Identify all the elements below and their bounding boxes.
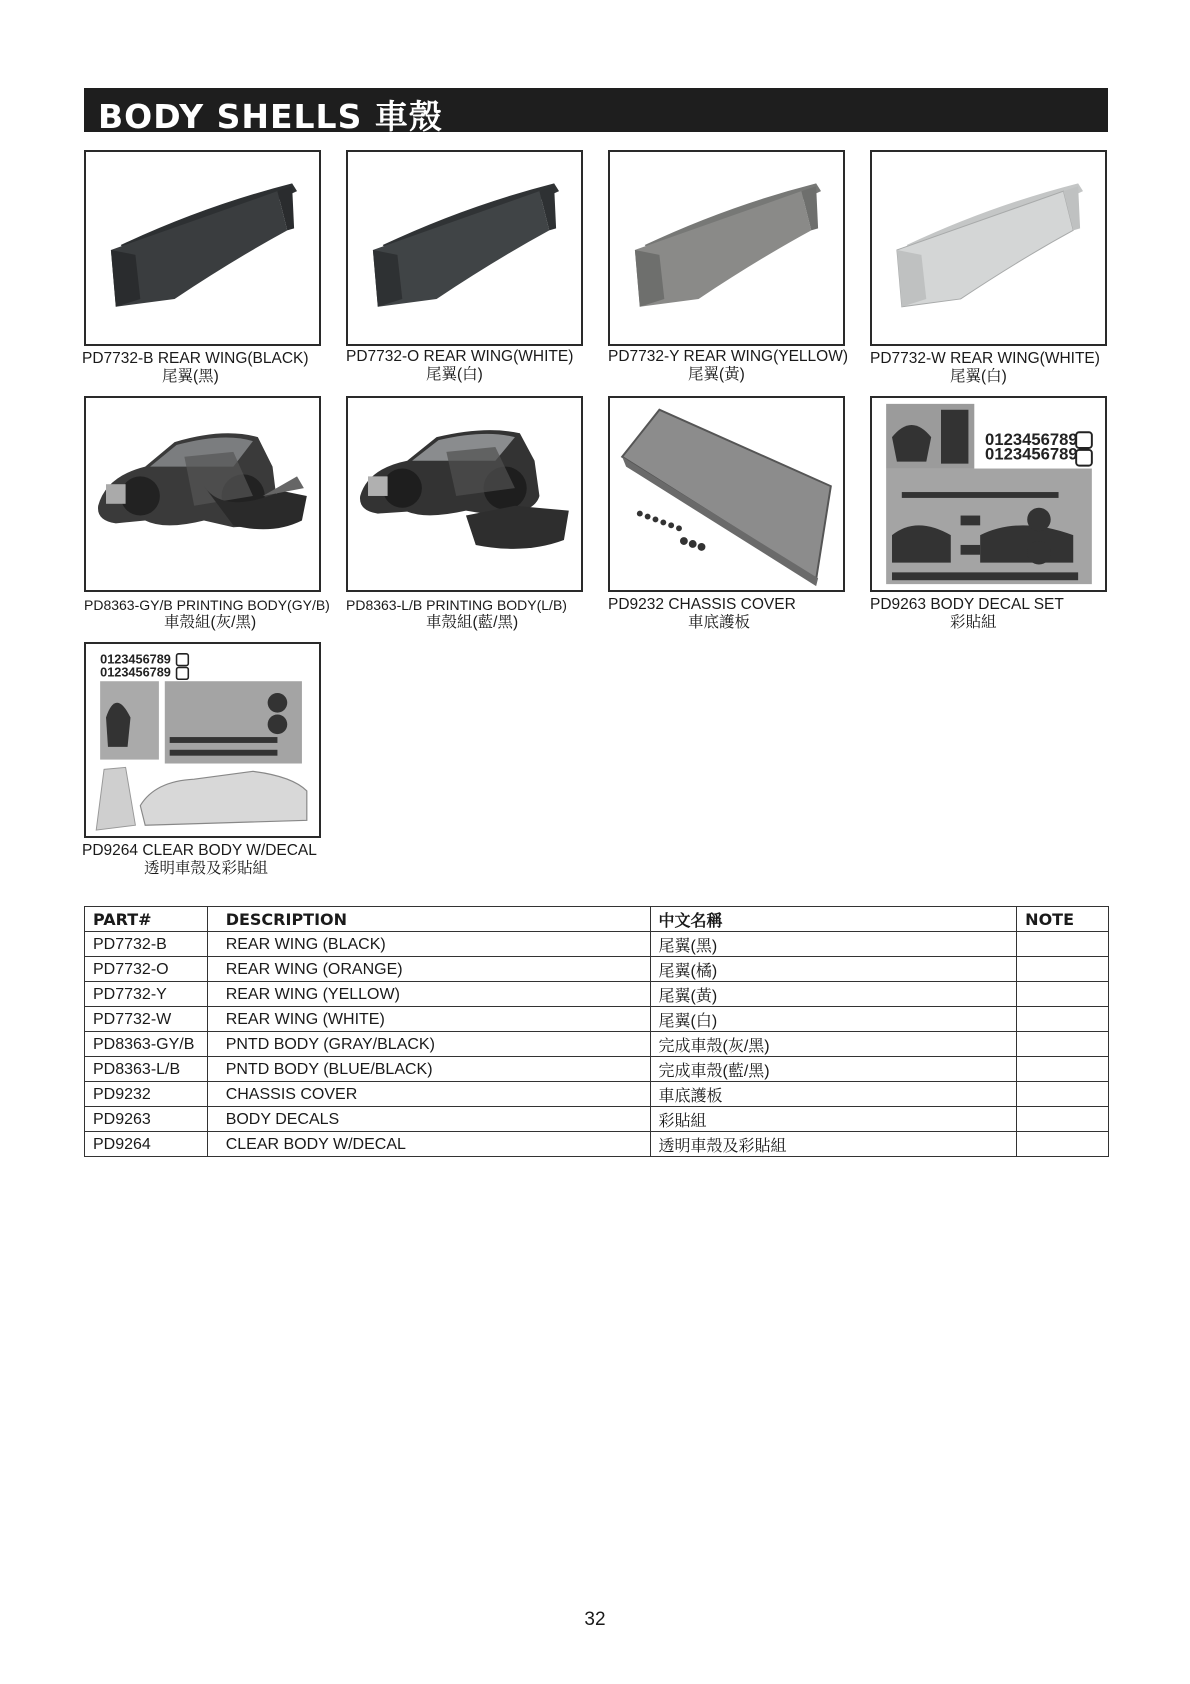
printing-body-gray-black-image bbox=[84, 396, 321, 592]
decal-numbers: 0123456789 bbox=[985, 430, 1078, 450]
table-cell: 完成車殼(灰/黑) bbox=[650, 1032, 1017, 1057]
table-cell bbox=[1017, 1132, 1109, 1157]
decal-numbers: 0123456789 bbox=[100, 664, 171, 680]
decal-numbers: 0123456789 bbox=[985, 444, 1078, 464]
table-row bbox=[85, 957, 1109, 982]
table-cell bbox=[1017, 1057, 1109, 1082]
table-cell: REAR WING (ORANGE) bbox=[207, 957, 650, 982]
table-cell: REAR WING (YELLOW) bbox=[207, 982, 650, 1007]
table-row bbox=[85, 1132, 1109, 1157]
table-cell: PD7732-O bbox=[85, 957, 208, 982]
table-cell: 車底護板 bbox=[650, 1082, 1017, 1107]
table-cell bbox=[1017, 1107, 1109, 1132]
table-cell: PD7732-Y bbox=[85, 982, 208, 1007]
table-cell: PNTD BODY (GRAY/BLACK) bbox=[207, 1032, 650, 1057]
rear-wing-black-image bbox=[84, 150, 321, 346]
table-row bbox=[85, 1057, 1109, 1082]
table-cell bbox=[1017, 1007, 1109, 1032]
table-cell: CHASSIS COVER bbox=[207, 1082, 650, 1107]
chassis-cover-image bbox=[608, 396, 845, 592]
column-header: DESCRIPTION bbox=[207, 907, 650, 932]
item-caption: PD7732-Y REAR WING(YELLOW) 尾翼(黃) bbox=[608, 348, 849, 383]
table-row bbox=[85, 1082, 1109, 1107]
table-cell: 完成車殼(藍/黑) bbox=[650, 1057, 1017, 1082]
rear-wing-orange-image bbox=[346, 150, 583, 346]
item-caption: PD9264 CLEAR BODY W/DECAL 透明車殼及彩貼組 bbox=[82, 842, 317, 877]
table-cell: 透明車殼及彩貼組 bbox=[650, 1132, 1017, 1157]
column-header: PART# bbox=[85, 907, 208, 932]
body-decal-set-image bbox=[870, 396, 1107, 592]
table-cell: PD7732-W bbox=[85, 1007, 208, 1032]
table-cell: REAR WING (BLACK) bbox=[207, 932, 650, 957]
table-row bbox=[85, 1107, 1109, 1132]
table-cell: 尾翼(黃) bbox=[650, 982, 1017, 1007]
item-caption: PD7732-O REAR WING(WHITE) 尾翼(白) bbox=[346, 348, 574, 383]
table-cell: REAR WING (WHITE) bbox=[207, 1007, 650, 1032]
table-row bbox=[85, 1032, 1109, 1057]
page-number: 32 bbox=[584, 1609, 606, 1630]
table-cell: PNTD BODY (BLUE/BLACK) bbox=[207, 1057, 650, 1082]
table-header-row bbox=[85, 907, 1109, 932]
table-cell: PD9232 bbox=[85, 1082, 208, 1107]
table-cell: 尾翼(橘) bbox=[650, 957, 1017, 982]
table-cell bbox=[1017, 982, 1109, 1007]
table-cell: PD8363-L/B bbox=[85, 1057, 208, 1082]
section-header bbox=[84, 88, 1108, 136]
table-cell bbox=[1017, 1082, 1109, 1107]
table-cell bbox=[1017, 957, 1109, 982]
rear-wing-white-image bbox=[870, 150, 1107, 346]
table-row bbox=[85, 932, 1109, 957]
clear-wing bbox=[96, 767, 135, 830]
table-cell: 尾翼(黑) bbox=[650, 932, 1017, 957]
item-caption: PD9263 BODY DECAL SET 彩貼組 bbox=[870, 596, 1064, 631]
table-cell: PD9263 bbox=[85, 1107, 208, 1132]
clear-shell bbox=[140, 771, 307, 825]
rear-wing-yellow-image bbox=[608, 150, 845, 346]
table-cell: 尾翼(白) bbox=[650, 1007, 1017, 1032]
table-cell: PD8363-GY/B bbox=[85, 1032, 208, 1057]
table-row bbox=[85, 982, 1109, 1007]
table-cell bbox=[1017, 1032, 1109, 1057]
item-caption: PD8363-L/B PRINTING BODY(L/B) 車殼組(藍/黑) bbox=[346, 597, 567, 631]
section-title: BODY SHELLS 車殼 bbox=[98, 97, 443, 136]
item-caption: PD8363-GY/B PRINTING BODY(GY/B) 車殼組(灰/黑) bbox=[84, 597, 330, 631]
table-cell: PD9264 bbox=[85, 1132, 208, 1157]
table-cell: 彩貼組 bbox=[650, 1107, 1017, 1132]
cover-plate bbox=[622, 410, 831, 579]
column-header: NOTE bbox=[1017, 907, 1109, 932]
table-cell: PD7732-B bbox=[85, 932, 208, 957]
parts-table bbox=[84, 906, 1109, 1157]
clear-body-with-decal-image bbox=[84, 642, 321, 838]
item-caption: PD7732-W REAR WING(WHITE) 尾翼(白) bbox=[870, 350, 1100, 385]
table-cell: CLEAR BODY W/DECAL bbox=[207, 1132, 650, 1157]
item-caption: PD7732-B REAR WING(BLACK) 尾翼(黑) bbox=[82, 350, 309, 385]
decal-numbers: 0123456789 bbox=[100, 651, 171, 667]
table-cell bbox=[1017, 932, 1109, 957]
column-header: 中文名稱 bbox=[650, 907, 1017, 932]
table-cell: BODY DECALS bbox=[207, 1107, 650, 1132]
printing-body-blue-black-image bbox=[346, 396, 583, 592]
item-caption: PD9232 CHASSIS COVER 車底護板 bbox=[608, 596, 796, 631]
table-row bbox=[85, 1007, 1109, 1032]
